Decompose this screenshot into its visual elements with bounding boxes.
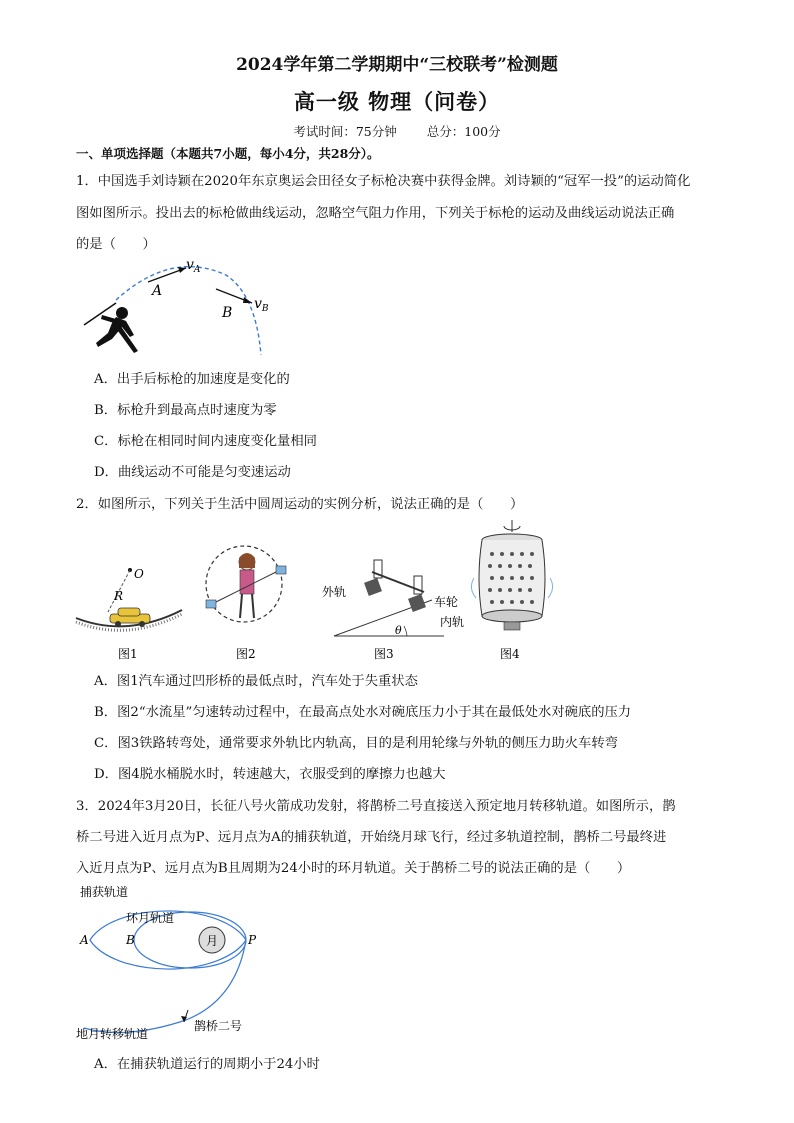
q2-option-d: D．图4脱水桶脱水时，转速越大，衣服受到的摩擦力也越大 (94, 767, 446, 782)
wheel-label: 车轮 (434, 595, 459, 609)
q1-line3: 的是（ ） (76, 237, 156, 252)
q2-figures (72, 518, 572, 664)
exam-meta (0, 122, 794, 140)
total-score: 总分：100分 (426, 124, 501, 139)
q3-line1: 3．2024年3月20日，长征八号火箭成功发射，将鹊桥二号直接送入预定地月转移轨道。如图所示，鹊 (76, 799, 676, 814)
exam-time: 考试时间：75分钟 (293, 124, 397, 139)
q1-line1: 1．中国选手刘诗颖在2020年东京奥运会田径女子标枪决赛中获得金牌。刘诗颖的“冠军一投”的运动简化 (76, 174, 691, 189)
fig2-caption: 图2 (236, 647, 256, 661)
svg-text:月: 月 (206, 934, 219, 948)
q2-option-b: B．图2“水流星”匀速转动过程中，在最高点处水对碗底压力小于其在最低处水对碗底的压力 (94, 705, 632, 720)
fig2-water-meteor (206, 546, 286, 661)
q1-javelin-figure (76, 255, 286, 355)
q1-option-a: A．出手后标枪的加速度是变化的 (94, 372, 290, 387)
satellite-label: 鹊桥二号 (194, 1019, 243, 1033)
point-a-label: A (152, 283, 163, 299)
fig1-caption: 图1 (118, 647, 138, 661)
section-heading: 一、单项选择题（本题共7小题，每小4分，共28分）。 (76, 146, 380, 161)
fig4-caption: 图4 (500, 647, 520, 661)
q1-option-b: B．标枪升到最高点时速度为零 (94, 403, 277, 418)
fig1-concave-bridge (76, 567, 182, 661)
q1-option-c: C．标枪在相同时间内速度变化量相同 (94, 434, 317, 449)
q3-line2: 桥二号进入近月点为P、远月点为A的捕获轨道，开始绕月球飞行，经过多轨道控制，鹊桥二号最终进 (76, 830, 667, 845)
va-label: $v_A$ (186, 257, 201, 275)
q3-orbit-figure (76, 880, 276, 1040)
inner-rail-label: 内轨 (440, 615, 465, 629)
point-b-label: B (126, 933, 135, 947)
q1-line2: 图如图所示。投出去的标枪做曲线运动，忽略空气阻力作用，下列关于标枪的运动及曲线运动说法正确 (76, 206, 675, 221)
point-a-label: A (80, 933, 89, 947)
trajectory-curve (116, 267, 261, 355)
q2-option-a: A．图1汽车通过凹形桥的最低点时，汽车处于失重状态 (94, 674, 418, 689)
point-b-label: B (222, 305, 233, 321)
q3-line3: 入近月点为P、远月点为B且周期为24小时的环月轨道。关于鹊桥二号的说法正确的是（ ） (76, 861, 631, 876)
exam-title: 2024学年第二学期期中“三校联考”检测题 (236, 55, 558, 75)
fig4-spin-dryer (471, 520, 552, 661)
capture-orbit-label: 捕获轨道 (80, 885, 129, 899)
fig1-r-label: R (114, 589, 124, 603)
q1-option-d: D．曲线运动不可能是匀变速运动 (94, 465, 291, 480)
outer-rail-label: 外轨 (322, 585, 347, 599)
lunar-orbit-label: 环月轨道 (126, 911, 175, 925)
q3-option-a: A．在捕获轨道运行的周期小于24小时 (94, 1057, 320, 1072)
fig3-caption: 图3 (374, 647, 394, 661)
fig1-o-label: O (134, 567, 144, 581)
fig3-railway (322, 560, 464, 661)
q2-line1: 2．如图所示，下列关于生活中圆周运动的实例分析，说法正确的是（ ） (76, 497, 524, 512)
point-p-label: P (248, 933, 257, 947)
transfer-orbit-label: 地月转移轨道 (76, 1027, 149, 1040)
vb-label: $v_B$ (254, 296, 269, 314)
athlete-icon (84, 303, 138, 353)
q2-option-c: C．图3铁路转弯处，通常要求外轨比内轨高，目的是利用轮缘与外轨的侧压力助火车转弯 (94, 736, 618, 751)
theta-label: θ (395, 624, 402, 637)
paper-title: 高一级 物理（问卷） (293, 89, 501, 114)
